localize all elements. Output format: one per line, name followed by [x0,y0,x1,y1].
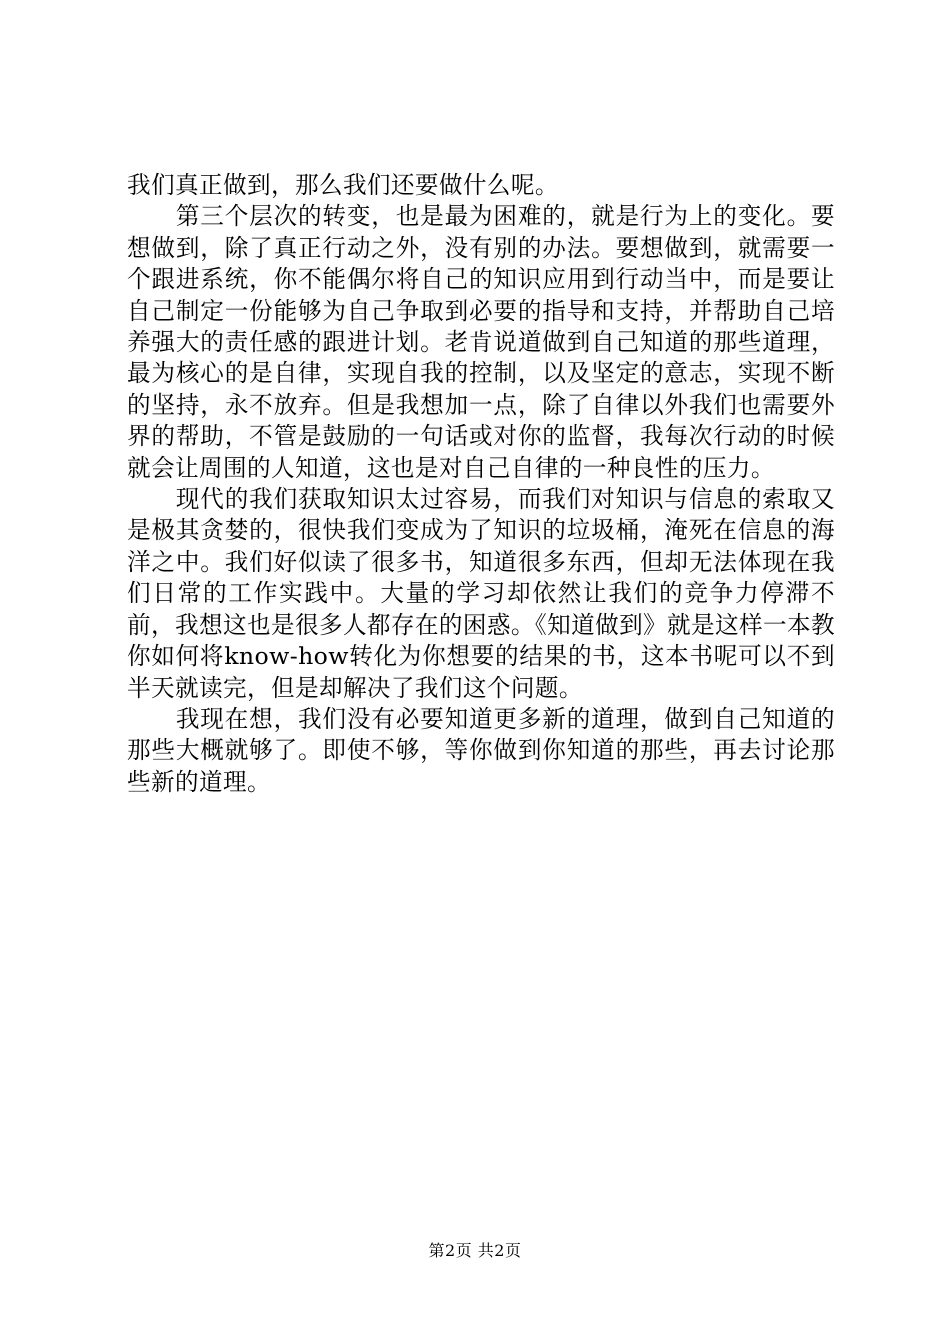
paragraph-2: 第三个层次的转变，也是最为困难的，就是行为上的变化。要想做到，除了真正行动之外，没有别的办法。要想做到，就需要一个跟进系统，你不能偶尔将自己的知识应用到行动当中，而是要让自己制定一份能够为自己争取到必要的指导和支持，并帮助自己培养强大的责任感的跟进计划。老肯说道做到自己知道的那些道理，最为核心的是自律，实现自我的控制，以及坚定的意志，实现不断的坚持，永不放弃。但是我想加一点，除了自律以外我们也需要外界的帮助，不管是鼓励的一句话或对你的监督，我每次行动的时候就会让周围的人知道，这也是对自己自律的一种良性的压力。 [127,202,835,482]
document-body [127,170,835,798]
paragraph-3: 现代的我们获取知识太过容易，而我们对知识与信息的索取又是极其贪婪的，很快我们变成为了知识的垃圾桶，淹死在信息的海洋之中。我们好似读了很多书，知道很多东西，但却无法体现在我们日常的工作实践中。大量的学习却依然让我们的竞争力停滞不前，我想这也是很多人都存在的困惑。《知道做到》就是这样一本教你如何将know-how转化为你想要的结果的书，这本书呢可以不到半天就读完，但是却解决了我们这个问题。 [127,485,836,702]
page-number-footer: 第2页 共2页 [428,1241,522,1260]
paragraph-4: 我现在想，我们没有必要知道更多新的道理，做到自己知道的那些大概就够了。即使不够，等你做到你知道的那些，再去讨论那些新的道理。 [127,704,835,796]
paragraph-1: 我们真正做到，那么我们还要做什么呢。 [127,171,559,199]
